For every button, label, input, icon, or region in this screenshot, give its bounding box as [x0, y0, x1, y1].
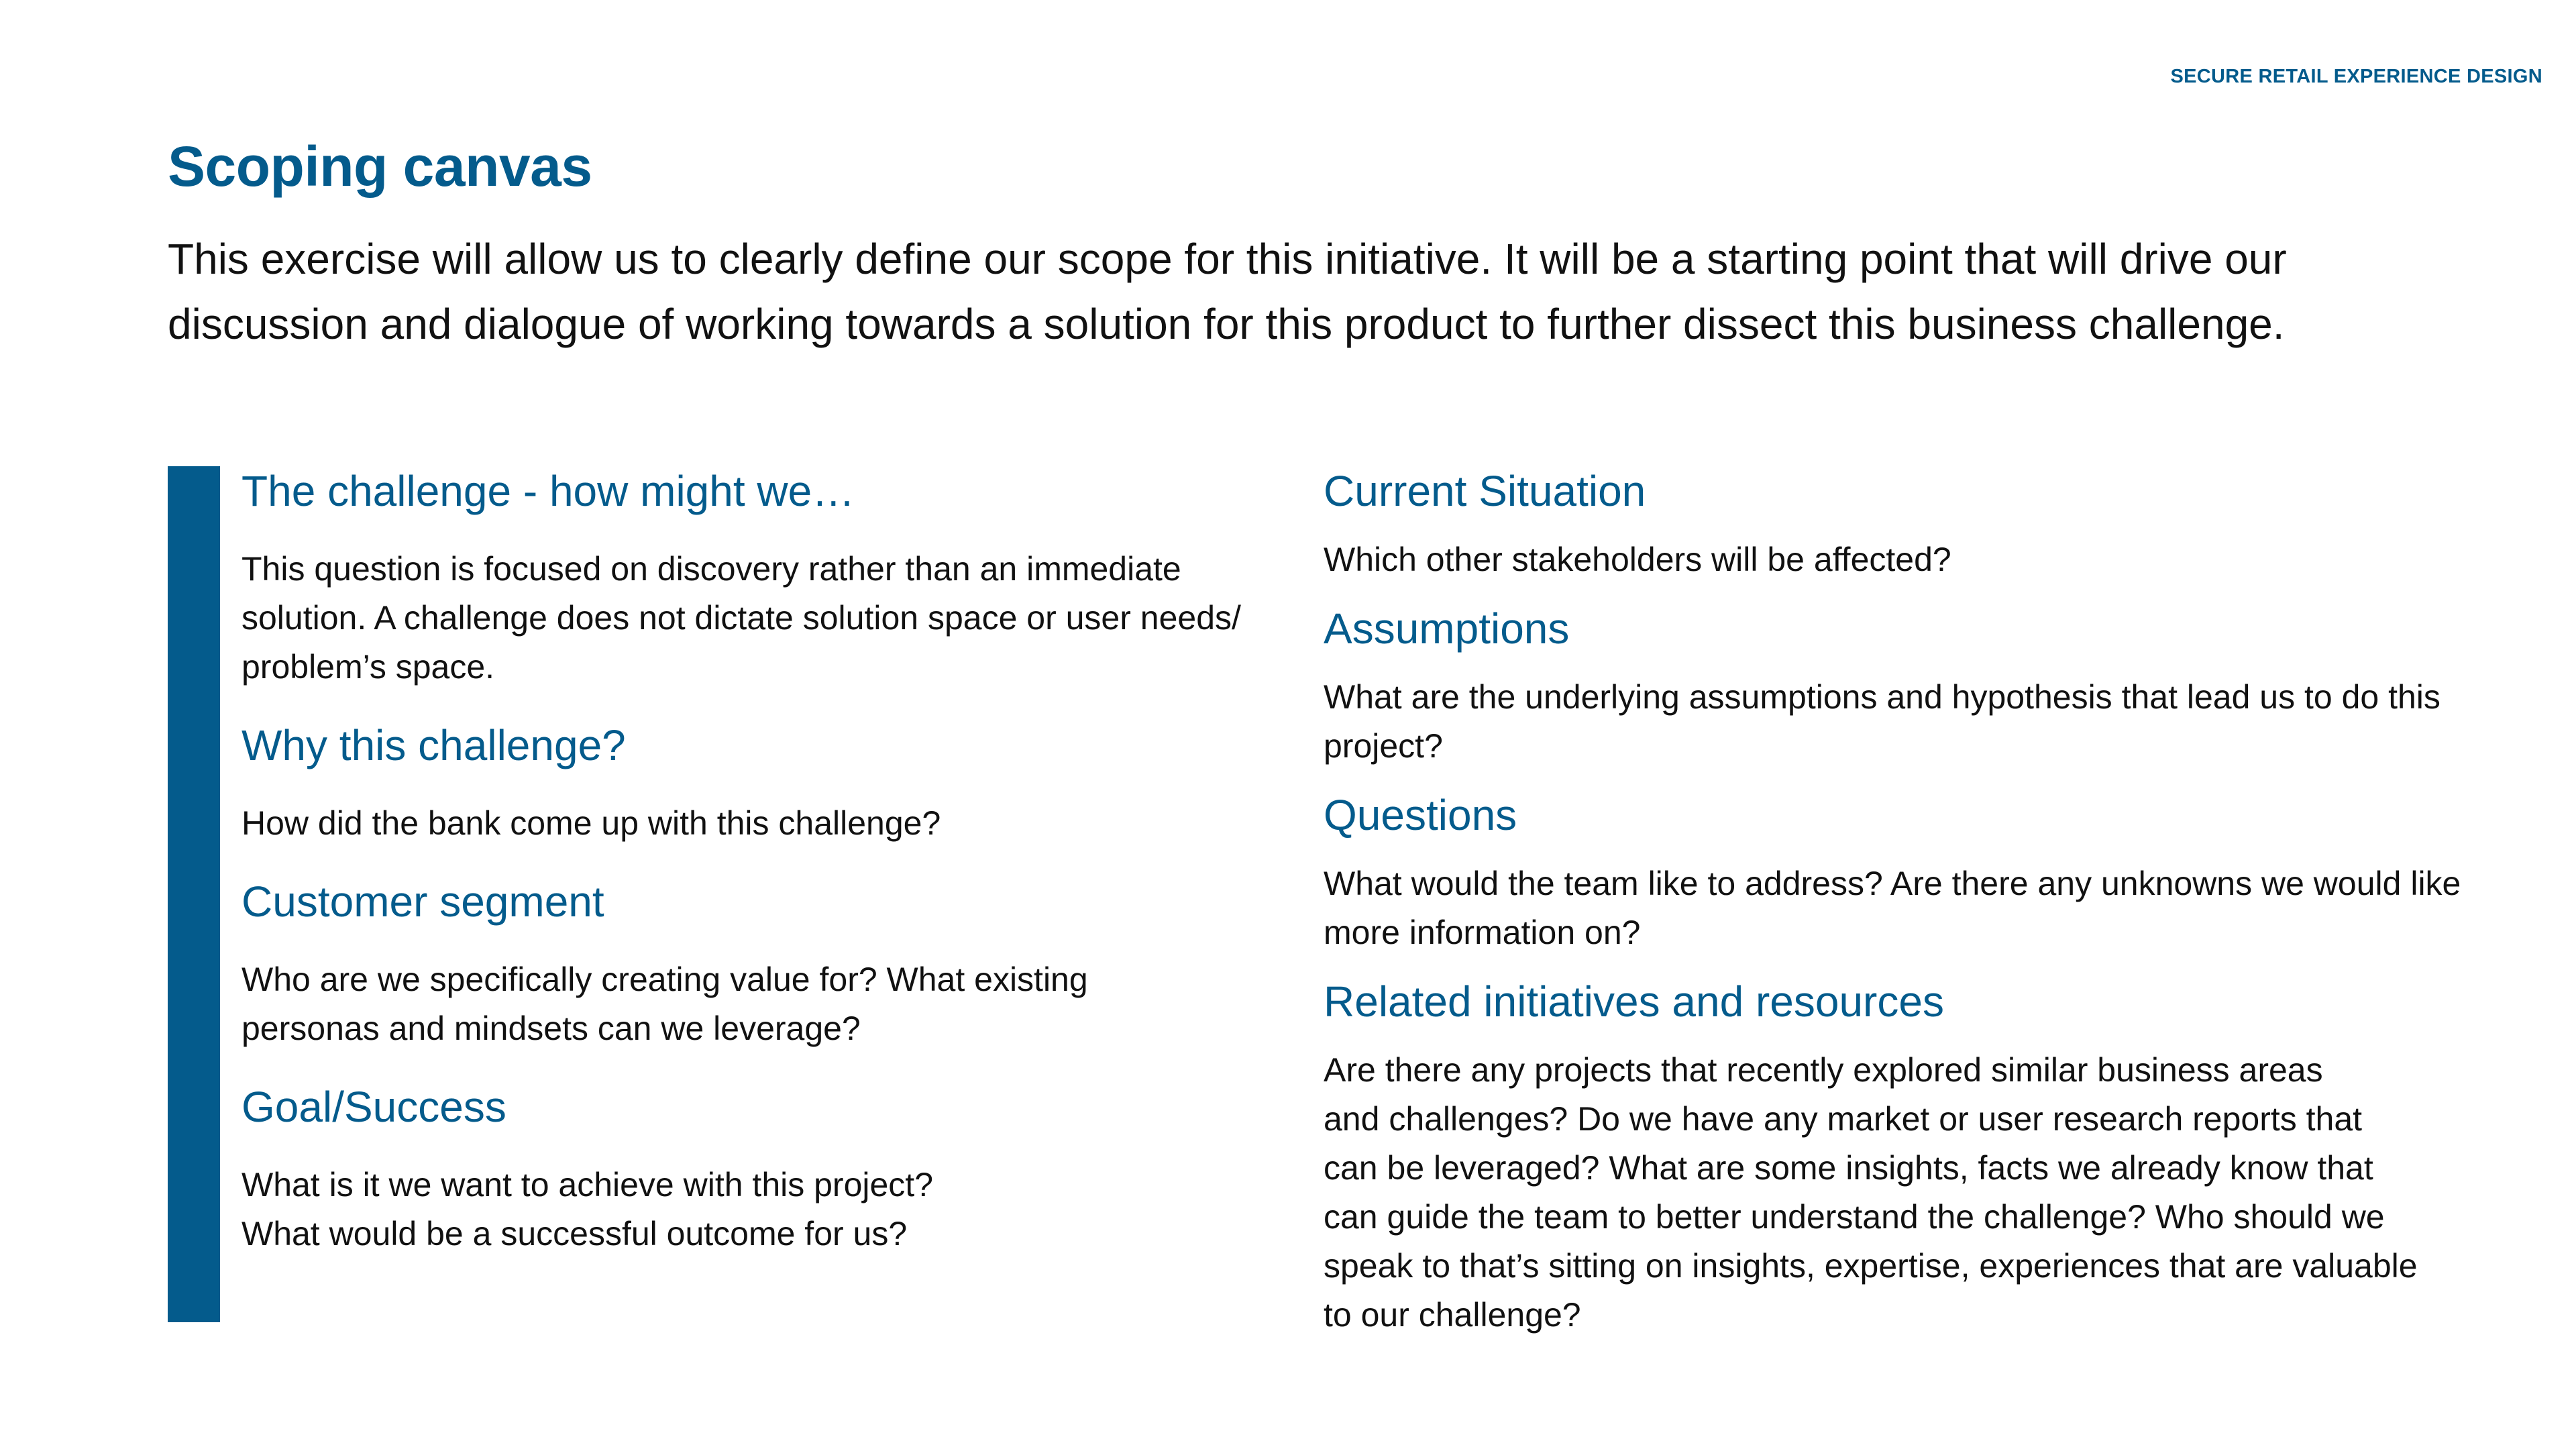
section-heading: Related initiatives and resources [1324, 977, 1944, 1026]
page-title: Scoping canvas [168, 135, 592, 198]
text-line: How did the bank come up with this challenge? [241, 804, 941, 842]
section-goal-success [241, 1079, 1288, 1258]
section-assumptions [1324, 600, 2531, 771]
right-column [1324, 463, 2531, 1356]
text-line: problem’s space. [241, 648, 495, 686]
text-line: Who are we specifically creating value for? What existing [241, 961, 1088, 998]
text-line: What would the team like to address? Are there any unknowns we would like [1324, 865, 2461, 902]
text-line: and challenges? Do we have any market or user research reports that [1324, 1100, 2363, 1138]
section-customer-segment [241, 873, 1288, 1053]
text-line: What are the underlying assumptions and hypothesis that lead us to do this [1324, 678, 2440, 716]
accent-bar [168, 466, 220, 1322]
section-text [1324, 535, 2531, 584]
text-line: What is it we want to achieve with this project? [241, 1166, 934, 1203]
section-heading: Questions [1324, 791, 1517, 839]
section-challenge [241, 463, 1288, 692]
section-text [1324, 859, 2531, 957]
text-line: solution. A challenge does not dictate solution space or user needs/ [241, 599, 1241, 637]
intro-paragraph: This exercise will allow us to clearly define our scope for this initiative. It will be a starting point that will drive our discussion and dialogue of working towards a solution for this product to further dissect this business challenge. [168, 235, 2287, 348]
section-heading: Goal/Success [241, 1083, 506, 1131]
section-heading: The challenge - how might we… [241, 467, 855, 515]
section-why-challenge [241, 717, 1288, 848]
section-heading: Customer segment [241, 877, 604, 926]
text-line: This question is focused on discovery rather than an immediate [241, 550, 1181, 588]
text-line: more information on? [1324, 914, 1641, 951]
section-related-initiatives [1324, 973, 2531, 1340]
section-text [1324, 673, 2531, 771]
section-heading: Current Situation [1324, 467, 1646, 515]
text-line: speak to that’s sitting on insights, expertise, experiences that are valuable [1324, 1247, 2418, 1285]
text-line: can be leveraged? What are some insights, facts we already know that [1324, 1149, 2373, 1187]
brand-header: SECURE RETAIL EXPERIENCE DESIGN [2170, 66, 2542, 87]
text-line: Which other stakeholders will be affected? [1324, 541, 1951, 578]
section-current-situation [1324, 463, 2531, 584]
text-line: Are there any projects that recently explored similar business areas [1324, 1051, 2323, 1089]
section-text [1324, 1046, 2531, 1340]
section-text [241, 1161, 1288, 1258]
section-heading: Assumptions [1324, 604, 1570, 653]
text-line: can guide the team to better understand the challenge? Who should we [1324, 1198, 2385, 1236]
section-heading: Why this challenge? [241, 721, 626, 769]
text-line: project? [1324, 727, 1443, 765]
section-questions [1324, 787, 2531, 957]
text-line: personas and mindsets can we leverage? [241, 1010, 861, 1047]
section-text [241, 545, 1288, 692]
section-text [241, 955, 1288, 1053]
text-line: What would be a successful outcome for us? [241, 1215, 908, 1252]
text-line: to our challenge? [1324, 1296, 1581, 1334]
section-text [241, 799, 1288, 848]
left-column [241, 463, 1288, 1284]
